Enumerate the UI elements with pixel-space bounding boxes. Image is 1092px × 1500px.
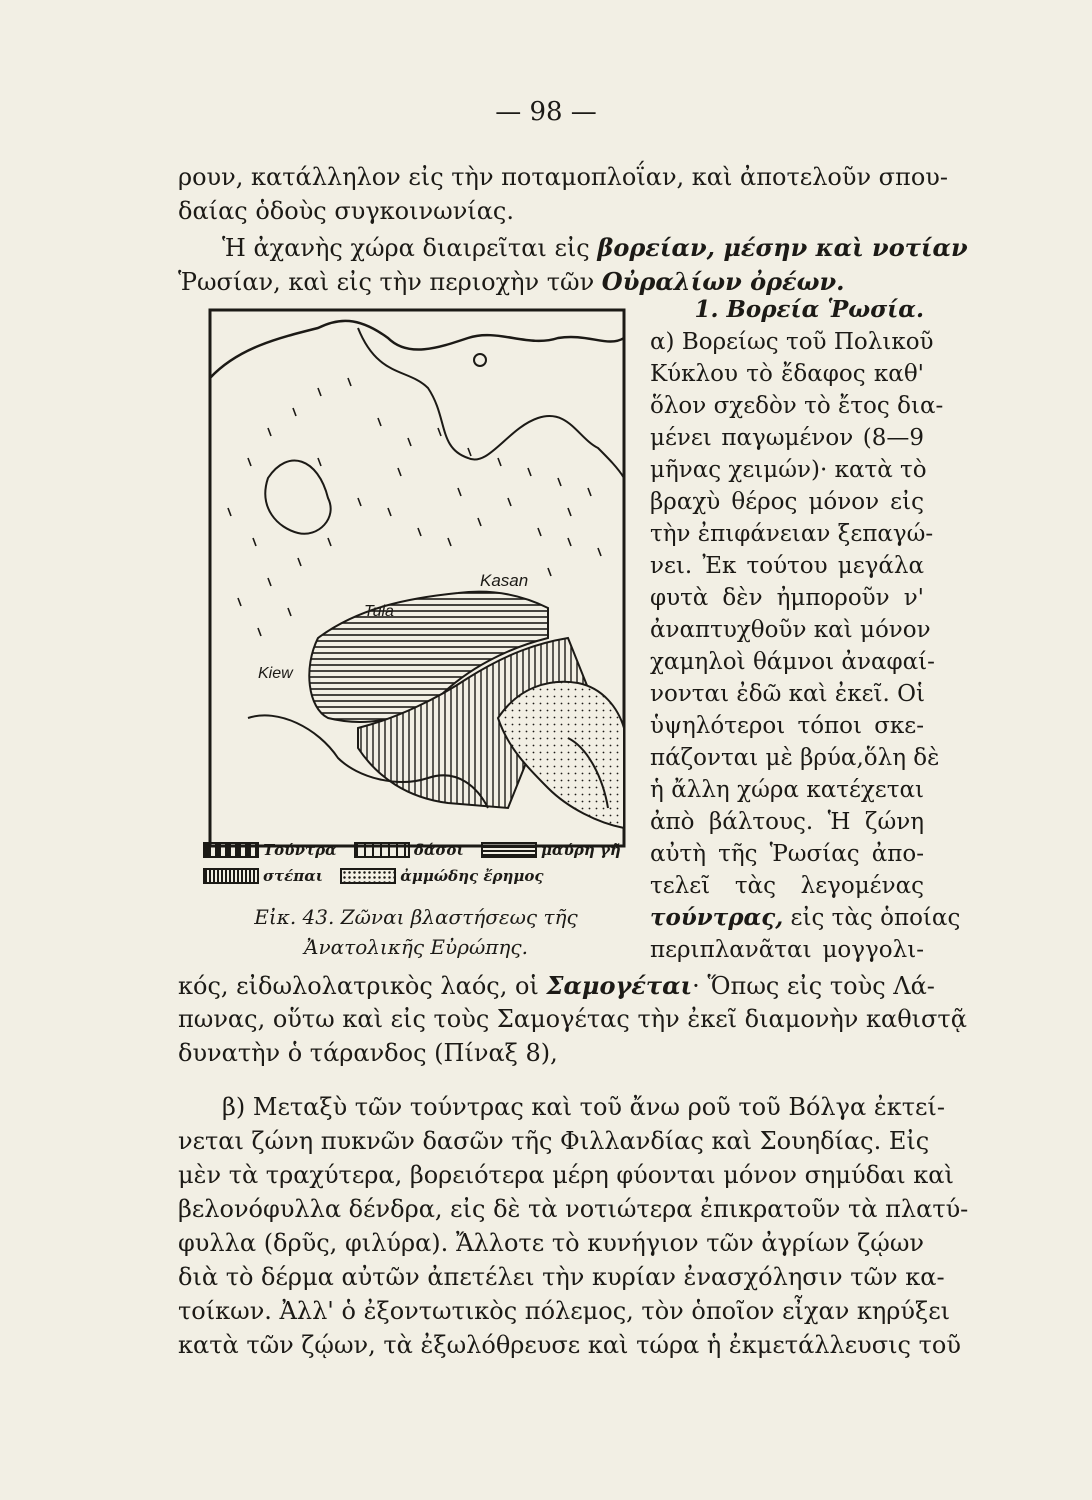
side-text-line (650, 902, 961, 934)
side-text-line: τελεῖ τὰς λεγομένας (650, 873, 924, 899)
text-line: δαίας ὁδοὺς συγκοινωνίας. (178, 197, 514, 225)
side-text-line: νει. Ἐκ τούτου μεγάλα (650, 553, 924, 579)
side-text-line: πάζονται μὲ βρύα,ὅλη δὲ (650, 745, 940, 771)
text-line (178, 232, 968, 264)
text-span: Ῥωσίαν, καὶ εἰς τὴν περιοχὴν τῶν (178, 268, 602, 296)
text-line: βελονόφυλλα δένδρα, εἰς δὲ τὰ νοτιώτερα ἐπικρατοῦν τὰ πλατύ- (178, 1195, 969, 1223)
vegetation-zone-map (208, 308, 626, 848)
text-line: διὰ τὸ δέρμα αὐτῶν ἀπετέλει τὴν κυρίαν ἐνασχόλησιν τῶν κα- (178, 1263, 945, 1291)
legend-black-earth: μαύρη γῆ (540, 841, 621, 859)
map-label-kazan: Kasan (480, 571, 529, 590)
side-text-line: ἀναπτυχθοῦν καὶ μόνον (650, 617, 931, 643)
text-line: τοίκων. Ἀλλ' ὁ ἐξοντωτικὸς πόλεμος, τὸν ὁποῖον εἶχαν κηρύξει (178, 1297, 951, 1325)
side-text-line: μῆνας χειμών)· κατὰ τὸ (650, 457, 927, 483)
black-earth-swatch (481, 842, 537, 858)
section-heading: 1. Βορεία Ῥωσία. (694, 296, 924, 323)
legend-forest: δάσοι (413, 841, 464, 859)
legend-steppe: στέπαι (263, 867, 324, 885)
side-text-line: ἡ ἄλλη χώρα κατέχεται (650, 777, 924, 803)
emphasis-text: τούντρας, (650, 904, 784, 931)
figure-caption: Ἀνατολικῆς Εὐρώπης. (304, 935, 528, 959)
side-text-line: νονται ἐδῶ καὶ ἐκεῖ. Οἱ (650, 681, 926, 707)
page-number: — 98 — (495, 97, 597, 127)
desert-swatch (340, 868, 396, 884)
map-legend-row (203, 840, 623, 864)
side-text-line: ἀπὸ βάλτους. Ἡ ζώνη (650, 809, 924, 835)
text-line: νεται ζώνη πυκνῶν δασῶν τῆς Φιλλανδίας καὶ Σουηδίας. Εἰς (178, 1127, 930, 1155)
side-text-line: βραχὺ θέρος μόνον εἰς (650, 489, 924, 515)
steppe-swatch (203, 868, 259, 884)
text-line (178, 970, 935, 1002)
side-text-line: μένει παγωμένον (8—9 (650, 425, 924, 451)
side-text-line: φυτὰ δὲν ἠμποροῦν ν' (650, 585, 924, 611)
text-line: β) Μεταξὺ τῶν τούντρας καὶ τοῦ ἄνω ροῦ τοῦ Βόλγα ἐκτεί- (222, 1093, 945, 1121)
map-legend-row (203, 866, 623, 890)
text-span: Ἡ ἀχανὴς χώρα διαιρεῖται εἰς (222, 234, 598, 262)
side-text-line: χαμηλοὶ θάμνοι ἀναφαί- (650, 649, 935, 675)
map-label-tula: Tula (364, 603, 394, 620)
legend-desert: ἀμμώδης ἔρημος (400, 867, 544, 885)
side-text-line: Κύκλου τὸ ἔδαφος καθ' (650, 361, 924, 387)
text-line: πωνας, οὕτω καὶ εἰς τοὺς Σαμογέτας τὴν ἐκεῖ διαμονὴν καθιστᾷ (178, 1005, 967, 1033)
forest-swatch (354, 842, 410, 858)
figure-caption: Εἰκ. 43. Ζῶναι βλαστήσεως τῆς (254, 905, 578, 929)
text-span: · Ὅπως εἰς τοὺς Λά- (692, 972, 935, 1000)
side-text-line: α) Βορείως τοῦ Πολικοῦ (650, 329, 934, 355)
side-text-line: τὴν ἐπιφάνειαν ξεπαγώ- (650, 521, 934, 547)
side-text-line: ὅλον σχεδὸν τὸ ἔτος δια- (650, 393, 944, 419)
legend-tundra: Τούντρα (263, 841, 337, 859)
side-text-line: περιπλανᾶται μογγολι- (650, 937, 924, 963)
emphasis-text: βορείαν, μέσην καὶ νοτίαν (597, 233, 968, 262)
text-line: δυνατὴν ὁ τάρανδος (Πίναξ 8), (178, 1039, 558, 1067)
tundra-swatch (203, 842, 259, 858)
text-span: κός, εἰδωλολατρικὸς λαός, οἱ (178, 972, 547, 1000)
text-line: ρουν, κατάλληλον εἰς τὴν ποταμοπλοΐαν, καὶ ἀποτελοῦν σπου- (178, 163, 948, 191)
emphasis-text: Σαμογέται (546, 971, 693, 1000)
map-label-kiev: Kiew (258, 665, 293, 682)
text-line: φυλλα (δρῦς, φιλύρα). Ἄλλοτε τὸ κυνήγιον τῶν ἀγρίων ζῴων (178, 1229, 924, 1257)
text-line: κατὰ τῶν ζῴων, τὰ ἐξωλόθρευσε καὶ τώρα ἡ ἐκμετάλλευσις τοῦ (178, 1331, 961, 1359)
emphasis-text: Οὐραλίων ὀρέων. (601, 267, 845, 296)
text-span: εἰς τὰς ὁποίας (783, 905, 961, 931)
side-text-line: αὐτὴ τῆς Ῥωσίας ἀπο- (650, 841, 924, 867)
text-line: μὲν τὰ τραχύτερα, βορειότερα μέρη φύονται μόνον σημύδαι καὶ (178, 1161, 954, 1189)
side-text-line: ὑψηλότεροι τόποι σκε- (650, 713, 924, 739)
